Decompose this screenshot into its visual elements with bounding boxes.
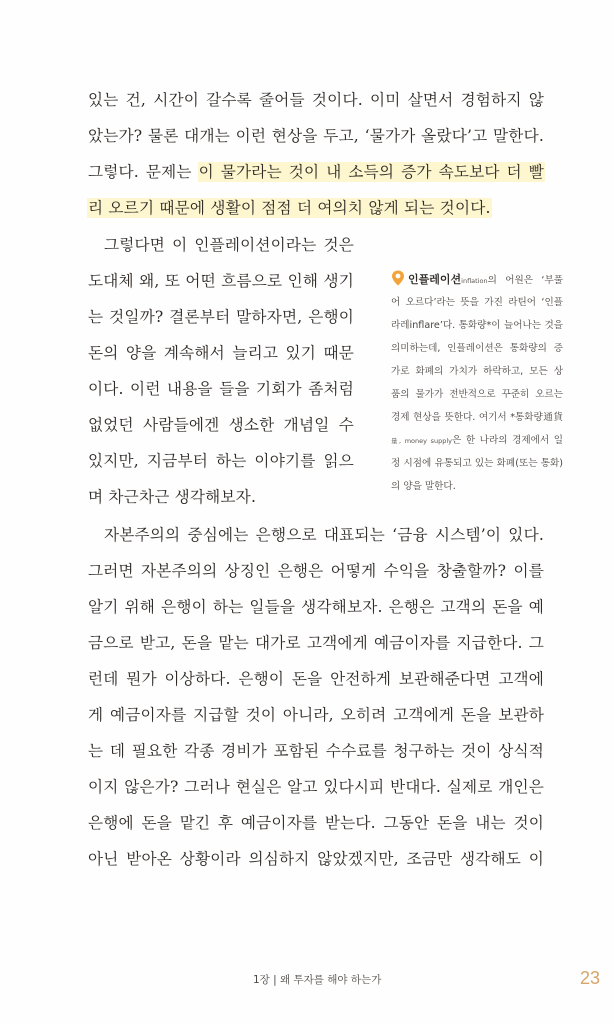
glossary-term-english: inflation <box>461 277 488 285</box>
text-line: 알기 위해 은행이 하는 일들을 생각해보자. 은행은 고객의 돈을 예 <box>88 598 544 616</box>
text-line: 도대체 왜, 또 어떤 흐름으로 인해 생기 <box>88 272 354 290</box>
sidebar-line: 정 시점에 유통되고 있는 화폐(또는 통화) <box>391 458 563 469</box>
sidebar-line: 라레inflare’다. 통화량*이 늘어나는 것을 <box>391 320 563 331</box>
sidebar-line: 의 양을 말한다. <box>391 481 456 492</box>
sidebar-line: 가로 화폐의 가치가 하락하고, 모든 상 <box>391 366 563 377</box>
sidebar-line: 경제 현상을 뜻한다. 여기서 *통화량通貨 <box>391 412 563 423</box>
text-line <box>88 154 544 190</box>
sidebar-line <box>391 268 563 291</box>
text-line: 그렇다면 이 인플레이션이라는 것은 <box>104 236 354 254</box>
highlighted-text: 이 물가라는 것이 내 소득의 증가 속도보다 더 빨 <box>198 163 544 181</box>
running-footer-chapter-title: 1장 | 왜 투자를 해야 하는가 <box>253 974 382 986</box>
text-line: 돈의 양을 계속해서 늘리고 있기 때문 <box>88 344 354 362</box>
text-segment: 은 한 나라의 경제에서 일 <box>451 435 563 446</box>
text-line: 았는가? 물론 대개는 이런 현상을 두고, ‘물가가 올랐다’고 말한다. <box>88 127 544 145</box>
text-line <box>88 190 544 226</box>
text-line: 있는 건, 시간이 갈수록 줄어들 것이다. 이미 살면서 경험하지 않 <box>88 91 544 109</box>
text-line: 금으로 받고, 돈을 맡는 대가로 고객에게 예금이자를 지급한다. 그 <box>88 634 544 652</box>
text-line: 이다. 이런 내용을 들을 기회가 좀처럼 <box>88 380 354 398</box>
sidebar-line: 의미하는데, 인플레이션은 통화량의 증 <box>391 343 563 354</box>
text-line: 이지 않은가? 그러나 현실은 알고 있다시피 반대다. 실제로 개인은 <box>88 778 544 796</box>
text-segment: 그렇다. 문제는 <box>88 163 199 181</box>
page-number: 23 <box>580 968 601 988</box>
sidebar-line: 어 오르다’라는 뜻을 가진 라틴어 ‘인플 <box>391 297 563 308</box>
highlighted-text: 리 오르기 때문에 생활이 점점 더 여의치 않게 되는 것이다. <box>88 199 491 217</box>
location-pin-icon <box>391 270 405 286</box>
glossary-term: 인플레이션 <box>408 273 462 286</box>
text-segment: 量, money supply <box>391 437 452 445</box>
sidebar-line: 품의 물가가 전반적으로 꾸준히 오르는 <box>391 389 563 400</box>
text-line: 있지만, 지금부터 하는 이야기를 읽으 <box>88 452 354 470</box>
text-line: 은행에 돈을 맡긴 후 예금이자를 받는다. 그동안 돈을 내는 것이 <box>88 814 544 832</box>
text-line: 그러면 자본주의의 상징인 은행은 어떻게 수익을 창출할까? 이를 <box>88 562 544 580</box>
text-line: 아닌 받아온 상황이라 의심하지 않았겠지만, 조금만 생각해도 이 <box>88 850 544 868</box>
sidebar-line <box>391 429 563 452</box>
text-line: 없었던 사람들에겐 생소한 개념일 수 <box>88 416 354 434</box>
text-line: 런데 뭔가 이상하다. 은행이 돈을 안전하게 보관해준다면 고객에 <box>88 670 544 688</box>
text-line: 며 차근차근 생각해보자. <box>88 488 257 506</box>
text-line: 게 예금이자를 지급할 것이 아니라, 오히려 고객에게 돈을 보관하 <box>88 706 544 724</box>
text-line: 는 데 필요한 각종 경비가 포함된 수수료를 청구하는 것이 상식적 <box>88 742 544 760</box>
text-line: 는 것일까? 결론부터 말하자면, 은행이 <box>88 308 354 326</box>
text-line: 자본주의의 중심에는 은행으로 대표되는 ‘금융 시스템’이 있다. <box>104 526 544 544</box>
text-segment: 의 어원은 ‘부풀 <box>487 275 563 286</box>
